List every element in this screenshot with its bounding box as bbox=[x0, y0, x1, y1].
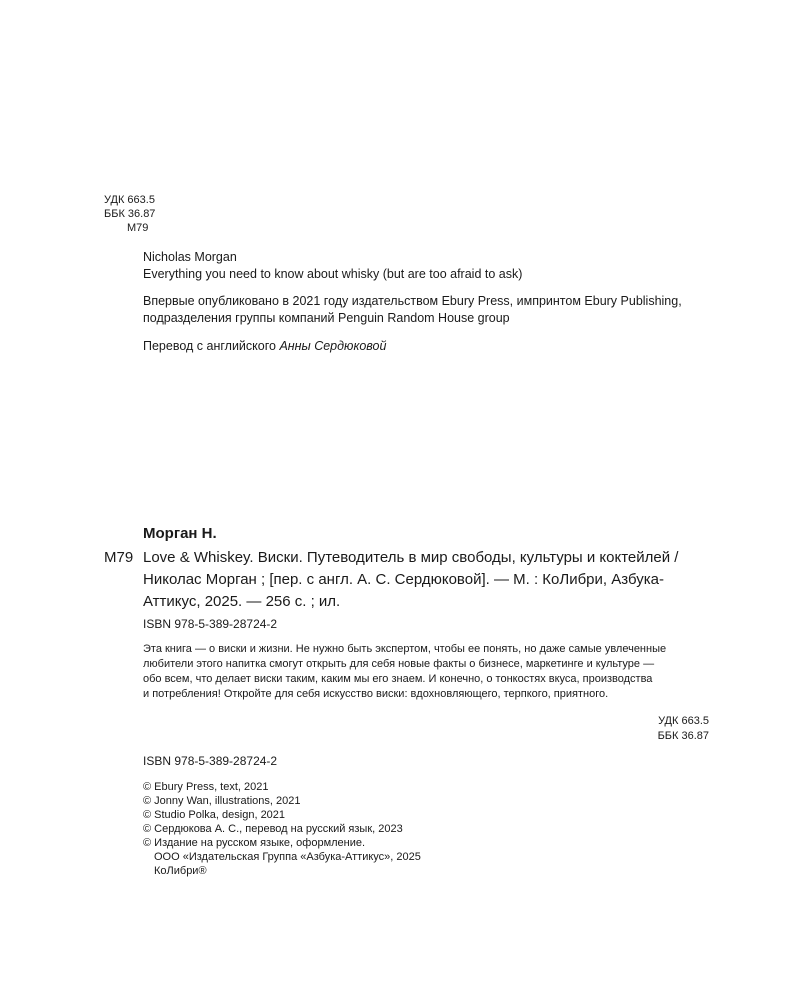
translation-prefix: Перевод с английского bbox=[143, 339, 280, 353]
copyright-line-5: © Издание на русском языке, оформление. bbox=[143, 837, 366, 849]
isbn-bottom: ISBN 978-5-389-28724-2 bbox=[143, 754, 278, 768]
bbk-code-bottom: ББК 36.87 bbox=[657, 730, 709, 742]
copyright-line-6: ООО «Издательская Группа «Азбука-Аттикус», 2025 bbox=[154, 851, 421, 863]
copyright-line-2: © Jonny Wan, illustrations, 2021 bbox=[143, 795, 301, 807]
copyright-line-4: © Сердюкова А. С., перевод на русский язык, 2023 bbox=[143, 823, 403, 835]
translation-note bbox=[143, 338, 386, 354]
annotation-line-1: Эта книга — о виски и жизни. Не нужно быть экспертом, чтобы ее понять, но даже самые увлеченные bbox=[143, 643, 667, 655]
card-author-mark: М79 bbox=[104, 549, 134, 566]
udk-code-bottom: УДК 663.5 bbox=[658, 715, 709, 727]
card-isbn: ISBN 978-5-389-28724-2 bbox=[143, 617, 278, 631]
copyright-line-1: © Ebury Press, text, 2021 bbox=[143, 781, 269, 793]
publication-note-line2: подразделения группы компаний Penguin Random House group bbox=[143, 311, 510, 325]
card-author-heading: Морган Н. bbox=[143, 525, 217, 542]
card-line-1: Love & Whiskey. Виски. Путеводитель в мир свободы, культуры и коктейлей / bbox=[143, 549, 679, 566]
bbk-code-top: ББК 36.87 bbox=[104, 208, 156, 220]
original-author: Nicholas Morgan bbox=[143, 250, 237, 264]
copyright-line-7: КоЛибри® bbox=[154, 865, 207, 877]
card-line-3: Аттикус, 2025. — 256 с. ; ил. bbox=[143, 593, 341, 610]
annotation-line-2: любители этого напитка смогут открыть для себя новые факты о бизнесе, маркетинге и культуре — bbox=[143, 658, 655, 670]
udk-code-top: УДК 663.5 bbox=[104, 194, 155, 206]
translator-name: Анны Сердюковой bbox=[279, 339, 387, 353]
annotation-line-3: обо всем, что делает виски таким, каким мы его знаем. И конечно, о тонкостях вкуса, производства bbox=[143, 673, 653, 685]
publication-note-line1: Впервые опубликовано в 2021 году издательством Ebury Press, импринтом Ebury Publishing, bbox=[143, 294, 682, 308]
annotation-line-4: и потребления! Откройте для себя искусство виски: вдохновляющего, терпкого, приятного. bbox=[143, 688, 609, 700]
original-title: Everything you need to know about whisky (but are too afraid to ask) bbox=[143, 267, 523, 281]
author-mark-top: М79 bbox=[127, 222, 149, 234]
copyright-line-3: © Studio Polka, design, 2021 bbox=[143, 809, 286, 821]
card-line-2: Николас Морган ; [пер. с англ. А. С. Сердюковой]. — М. : КоЛибри, Азбука- bbox=[143, 571, 664, 588]
